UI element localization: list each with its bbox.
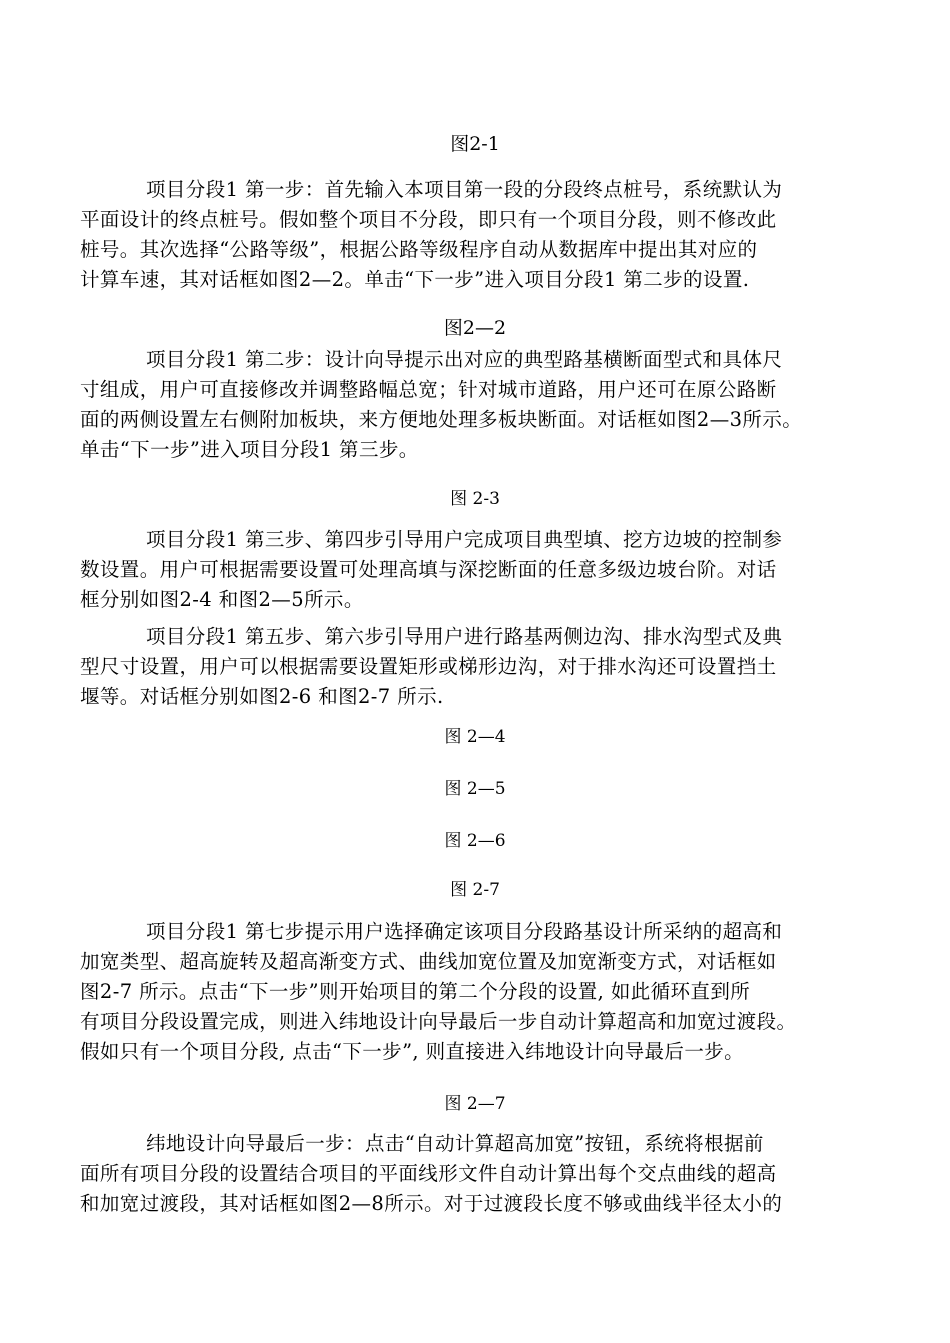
figure-caption-2-1: 图2-1 (450, 133, 500, 155)
text-line: 项目分段1 第三步、第四步引导用户完成项目典型填、挖方边坡的控制参 (146, 528, 783, 551)
paragraph-step-1 (80, 175, 872, 295)
text-line: 项目分段1 第二步：设计向导提示出对应的典型路基横断面型式和具体尺 (146, 348, 783, 371)
text-line: 假如只有一个项目分段, 点击“下一步”, 则直接进入纬地设计向导最后一步。 (80, 1040, 745, 1063)
paragraph-step-7 (80, 917, 872, 1067)
text-line: 项目分段1 第五步、第六步引导用户进行路基两侧边沟、排水沟型式及典 (146, 625, 783, 648)
figure-caption-2-3: 图 2-3 (450, 489, 500, 509)
paragraph-step-3-4 (80, 525, 872, 615)
text-line: 项目分段1 第一步：首先输入本项目第一段的分段终点桩号，系统默认为 (146, 178, 783, 201)
text-line: 单击“下一步”进入项目分段1 第三步。 (80, 438, 419, 461)
text-line: 堰等。对话框分别如图2-6 和图2-7 所示. (80, 685, 444, 708)
text-line: 加宽类型、超高旋转及超高渐变方式、曲线加宽位置及加宽渐变方式，对话框如 (80, 950, 777, 973)
text-line: 桩号。其次选择“公路等级”，根据公路等级程序自动从数据库中提出其对应的 (80, 238, 758, 261)
figure-caption-2-4: 图 2—4 (444, 727, 506, 747)
text-line: 平面设计的终点桩号。假如整个项目不分段，即只有一个项目分段，则不修改此 (80, 208, 777, 231)
figure-caption-2-7-second: 图 2—7 (444, 1094, 506, 1114)
text-line: 面所有项目分段的设置结合项目的平面线形文件自动计算出每个交点曲线的超高 (80, 1162, 777, 1185)
text-line: 数设置。用户可根据需要设置可处理高填与深挖断面的任意多级边坡台阶。对话 (80, 558, 777, 581)
text-line: 项目分段1 第七步提示用户选择确定该项目分段路基设计所采纳的超高和 (146, 920, 783, 943)
paragraph-step-5-6 (80, 622, 872, 712)
text-line: 框分别如图2-4 和图2—5所示。 (80, 588, 364, 611)
text-line: 纬地设计向导最后一步：点击“自动计算超高加宽”按钮，系统将根据前 (146, 1132, 764, 1155)
figure-caption-2-7: 图 2-7 (450, 880, 500, 900)
figure-caption-2-2: 图2—2 (443, 317, 507, 339)
paragraph-step-2 (80, 345, 872, 465)
text-line: 寸组成，用户可直接修改并调整路幅总宽；针对城市道路，用户还可在原公路断 (80, 378, 777, 401)
text-line: 图2-7 所示。点击“下一步”则开始项目的第二个分段的设置, 如此循环直到所 (80, 980, 751, 1003)
text-line: 型尺寸设置，用户可以根据需要设置矩形或梯形边沟，对于排水沟还可设置挡土 (80, 655, 777, 678)
figure-caption-2-5: 图 2—5 (444, 779, 506, 799)
text-line: 和加宽过渡段，其对话框如图2—8所示。对于过渡段长度不够或曲线半径太小的 (80, 1192, 783, 1215)
text-line: 有项目分段设置完成，则进入纬地设计向导最后一步自动计算超高和加宽过渡段。 (80, 1010, 797, 1033)
text-line: 计算车速，其对话框如图2—2。单击“下一步”进入项目分段1 第二步的设置. (80, 268, 750, 291)
text-line: 面的两侧设置左右侧附加板块，来方便地处理多板块断面。对话框如图2—3所示。 (80, 408, 803, 431)
paragraph-final-step (80, 1129, 872, 1219)
figure-caption-2-6: 图 2—6 (444, 831, 506, 851)
